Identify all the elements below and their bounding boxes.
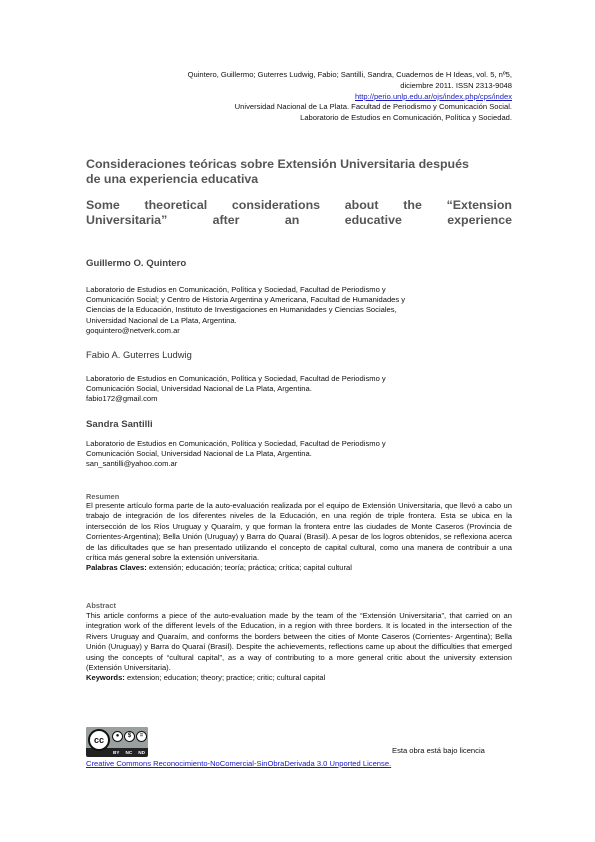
resumen-block [86,501,512,574]
resumen-body: El presente artículo forma parte de la auto-evaluación realizada por el equipo de Extensión Universitaria, que llevó a cabo un trabajo de integración de los diferentes niveles de la Educación, en una región de triple frontera. Esta se ubica en la intersección de los Ríos Uruguay y Quaraím, y que forman la frontera entre las ciudades de Monte Caseros (Provincia de Corrientes-Argentina); Bella Unión (Uruguay) y Barra do Quaraí (Brasil). A pesar de los logros obtenidos, se reflexiona acerca de las dificultades que se han presentado utilizando el concepto de capital cultural, como una manera de contribuir a una crítica más general sobre la extensión universitaria. [86,501,512,563]
author-name-1: Guillermo O. Quintero [86,258,187,269]
title-spanish-line-2: de una experiencia educativa [86,172,259,186]
author-name-2: Fabio A. Guterres Ludwig [86,349,192,360]
badge-label-by: BY [113,750,120,755]
title-english-line-1: Some theoretical considerations about the “Extension [86,198,512,212]
author-affiliation-2 [86,374,512,405]
institution-line: Universidad Nacional de La Plata. Facultad de Periodismo y Comunicación Social. [234,102,512,112]
abstract-keywords [86,673,512,683]
affiliation-line: Comunicación Social, Universidad Nacional de La Plata, Argentina. [86,384,312,394]
title-english [86,198,512,228]
attribution-icon: ● [112,731,123,742]
title-english-line-2: Universitaria” after an educative experience [86,213,512,227]
license-link[interactable]: Creative Commons Reconocimiento-NoComercial-SinObraDerivada 3.0 Unported License [86,759,390,768]
affiliation-line: Laboratorio de Estudios en Comunicación, Política y Sociedad, Facultad de Periodismo y [86,285,386,294]
noderivatives-icon: = [136,731,147,742]
badge-label-nc: NC [125,750,133,755]
abstract-heading: Abstract [86,601,116,610]
affiliation-line: Comunicación Social; y Centro de Historia Argentina y Americana, Facultad de Humanidades y [86,295,406,305]
affiliation-line: Universidad Nacional de La Plata, Argentina. [86,315,237,325]
abstract-keywords-value: extension; education; theory; practice; critic; cultural capital [126,673,326,683]
affiliation-line: Laboratorio de Estudios en Comunicación, Política y Sociedad, Facultad de Periodismo y [86,439,386,448]
author-name-3: Sandra Santilli [86,419,153,430]
license-text: Esta obra está bajo licencia [392,746,485,755]
cc-license-badge[interactable] [86,727,148,757]
affiliation-line: Ciencias de la Educación, Instituto de Investigaciones en Humanidades y Ciencias Sociales, [86,305,397,315]
journal-url-link[interactable]: http://perio.unlp.edu.ar/ojs/index.php/cps/index [354,91,512,101]
cc-logo-icon: cc [88,729,110,751]
citation-line-2: diciembre 2011. ISSN 2313-9048 [400,80,512,90]
title-spanish-line-1: Consideraciones teóricas sobre Extensión Universitaria después [86,157,469,171]
abstract-body: This article conforms a piece of the auto-evaluation made by the team of the “Extensión Universitaria”, that carried on an integration work of the different levels of the Education, in a region with three borders. It is located in the intersection of the Rivers Uruguay and Quaraím, and conforms the borders between the cities of Monte Caseros (Corrientes- Argentina); Bella Unión (Uruguay) y Barra do Quaraí (Brasil). Despite the achievements, reflections came up about the difficulties that emerged using the concepts of “cultural capital”, as a way of contributing to a more general critic about the university extension (Extensión Universitaria). [86,611,512,673]
resumen-heading: Resumen [86,492,120,501]
author-affiliation-1 [86,285,512,336]
resumen-keywords-label: Palabras Claves: [86,563,147,573]
affiliation-line: Comunicación Social, Universidad Nacional de La Plata, Argentina. [86,449,312,459]
abstract-block [86,611,512,684]
resumen-keywords-value: extensión; educación; teoría; práctica; crítica; capital cultural [148,563,352,573]
title-spanish [86,157,512,187]
author-email-3: san_santilli@yahoo.com.ar [86,459,178,469]
affiliation-line: Laboratorio de Estudios en Comunicación, Política y Sociedad, Facultad de Periodismo y [86,374,386,383]
resumen-keywords [86,563,512,573]
abstract-keywords-label: Keywords: [86,673,125,683]
cc-badge-labels [110,748,148,757]
lab-line: Laboratorio de Estudios en Comunicación, Política y Sociedad. [300,113,512,123]
author-email-1: goquintero@netverk.com.ar [86,325,180,335]
author-affiliation-3 [86,439,512,470]
noncommercial-icon: $ [124,731,135,742]
journal-header [70,70,512,124]
license-link-line [86,759,391,768]
citation-line-1: Quintero, Guillermo; Guterres Ludwig, Fabio; Santilli, Sandra, Cuadernos de H Ideas, vol. 5, nº5, [187,70,512,79]
badge-label-nd: ND [138,750,145,755]
author-email-2: fabio172@gmail.com [86,394,158,404]
license-link-end: . [389,759,392,768]
